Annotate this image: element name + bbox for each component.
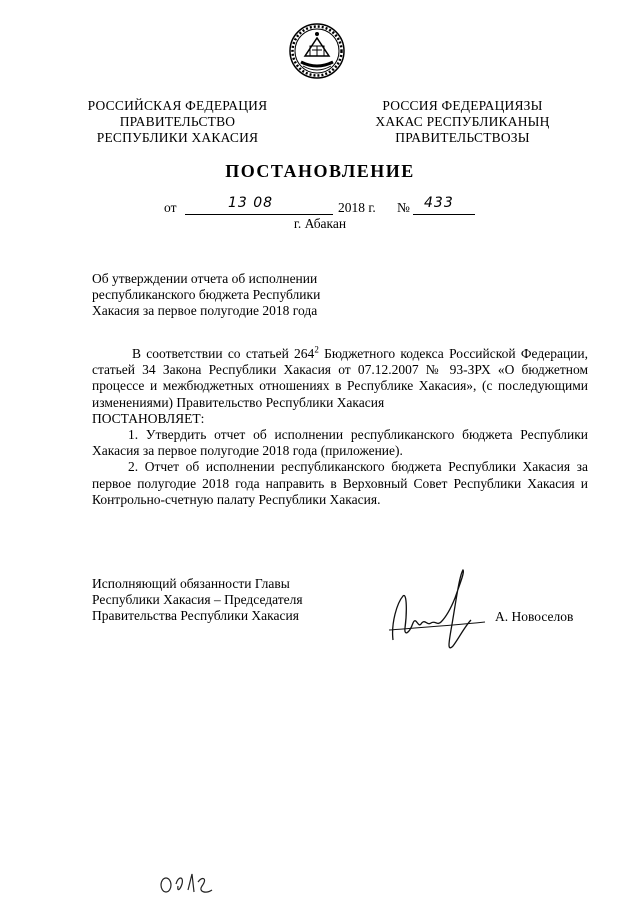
item-2: 2. Отчет об исполнении республиканского бюджета Республики Хакасия за первое полугодие 2018 года направить в Верховный Совет Республики Хакасия и Контрольно-счетную палату Республики Хакасия. (92, 459, 588, 507)
year-label: 2018 г. (338, 200, 376, 215)
date-number-line (0, 195, 640, 218)
signatory-position (92, 576, 352, 624)
subject-line-3: Хакасия за первое полугодие 2018 года (92, 303, 318, 318)
header-right-line-2: ХАКАС РЕСПУБЛИКАНЫҢ (375, 114, 550, 129)
item-1: 1. Утвердить отчет об исполнении республиканского бюджета Республики Хакасия за первое полугодие 2018 года (приложение). (92, 427, 588, 459)
signatory-name: А. Новоселов (495, 609, 574, 624)
number-handwritten: 433 (424, 195, 454, 211)
document-title: ПОСТАНОВЛЕНИЕ (225, 161, 415, 181)
date-handwritten: 13 08 (228, 195, 274, 211)
decree-word: ПОСТАНОВЛЯЕТ: (92, 410, 205, 426)
handwritten-signature (385, 568, 495, 658)
subject-block (92, 271, 392, 319)
date-prefix: от (164, 200, 177, 215)
header-right-block (360, 98, 565, 146)
header-left-line-1: РОССИЙСКАЯ ФЕДЕРАЦИЯ (87, 98, 268, 113)
subject-line-1: Об утверждении отчета об исполнении (92, 271, 318, 286)
intro-superscript: 2 (314, 344, 319, 355)
coat-of-arms-emblem (288, 22, 346, 80)
intro-rest: Бюджетного кодекса Российской Федерации, статьей 34 Закона Республики Хакасия от 07.12.2007 № 93-ЗРХ «О бюджетном процессе и межбюджетных отношениях в Республике Хакасия», (с последующими изменениями) Правительство Республики Хакасия (92, 346, 588, 410)
header-right-line-1: РОССИЯ ФЕДЕРАЦИЯЗЫ (382, 98, 543, 113)
handwritten-page-mark (158, 870, 218, 896)
header-left-line-2: ПРАВИТЕЛЬСТВО (119, 114, 236, 129)
subject-line-2: республиканского бюджета Республики (92, 287, 321, 302)
number-underline (413, 214, 475, 215)
signatory-position-line-3: Правительства Республики Хакасия (92, 608, 299, 623)
header-right-line-3: ПРАВИТЕЛЬСТВОЗЫ (395, 130, 530, 145)
body-text (92, 346, 588, 508)
header-left-line-3: РЕСПУБЛИКИ ХАКАСИЯ (96, 130, 259, 145)
date-underline (185, 214, 333, 215)
number-label: № (397, 200, 410, 215)
signatory-position-line-1: Исполняющий обязанности Главы (92, 576, 290, 591)
header-left-block (80, 98, 275, 146)
intro-paragraph (92, 346, 588, 411)
signatory-position-line-2: Республики Хакасия – Председателя (92, 592, 303, 607)
intro-start: В соответствии со статьей 264 (132, 346, 315, 361)
city-label: г. Абакан (293, 216, 347, 231)
